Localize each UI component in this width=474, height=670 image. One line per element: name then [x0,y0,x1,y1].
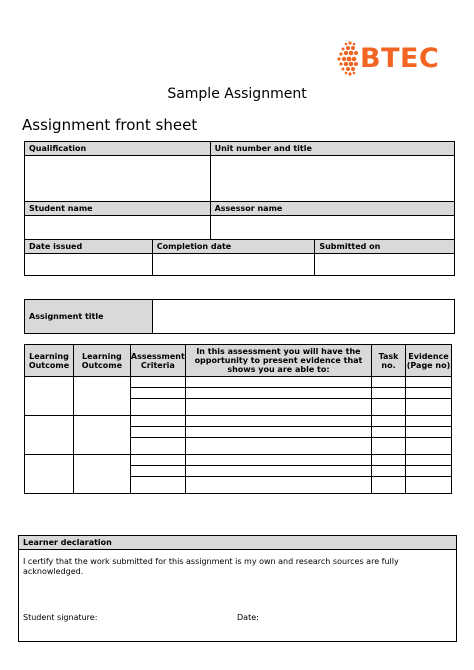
assignment-info-table [24,141,455,276]
table-cell[interactable] [372,477,406,494]
submitted-on-label: Submitted on [315,240,455,254]
table-cell[interactable] [130,427,185,438]
table-cell[interactable] [185,427,371,438]
table-cell[interactable] [130,377,185,388]
qualification-field[interactable] [25,156,211,202]
declaration-date-label[interactable]: Date: [237,613,259,622]
header-evidence-page: Evidence (Page no) [406,345,452,377]
header-learning-outcome-1: Learning Outcome [25,345,74,377]
table-cell[interactable] [130,399,185,416]
declaration-heading: Learner declaration [19,536,457,550]
table-cell[interactable] [185,377,371,388]
learning-outcome-cell[interactable] [73,455,130,494]
unit-field[interactable] [210,156,454,202]
learning-outcome-cell[interactable] [73,377,130,416]
table-cell[interactable] [372,427,406,438]
assignment-title-field[interactable] [153,300,455,334]
table-cell[interactable] [185,416,371,427]
table-cell[interactable] [372,455,406,466]
header-evidence-description: In this assessment you will have the opportunity to present evidence that shows you are able to: [185,345,371,377]
table-cell[interactable] [406,466,452,477]
table-cell[interactable] [406,416,452,427]
table-cell[interactable] [406,477,452,494]
date-issued-field[interactable] [25,254,153,276]
table-cell[interactable] [372,438,406,455]
btec-logo [336,40,454,78]
table-cell[interactable] [406,438,452,455]
table-cell[interactable] [406,388,452,399]
assessment-criteria-table [24,344,452,494]
table-cell[interactable] [406,455,452,466]
table-cell[interactable] [130,455,185,466]
learning-outcome-cell[interactable] [73,416,130,455]
table-cell[interactable] [185,388,371,399]
completion-date-field[interactable] [152,254,315,276]
table-cell[interactable] [372,388,406,399]
header-assessment-criteria: Assessment Criteria [130,345,185,377]
table-cell[interactable] [372,399,406,416]
table-cell[interactable] [185,455,371,466]
table-cell[interactable] [406,377,452,388]
assessor-name-label: Assessor name [210,202,454,216]
table-cell[interactable] [406,427,452,438]
table-cell[interactable] [185,438,371,455]
front-sheet-heading: Assignment front sheet [22,116,198,134]
declaration-text: I certify that the work submitted for this assignment is my own and research sources are fully acknowledged. [23,557,399,576]
learning-outcome-cell[interactable] [25,455,74,494]
assessor-name-field[interactable] [210,216,454,240]
date-issued-label: Date issued [25,240,153,254]
document-title: Sample Assignment [167,86,307,102]
header-learning-outcome-2: Learning Outcome [73,345,130,377]
completion-date-label: Completion date [152,240,315,254]
table-cell[interactable] [185,466,371,477]
dotted-orange-sphere-icon [336,40,358,78]
learner-declaration-table [18,535,457,642]
student-name-field[interactable] [25,216,211,240]
table-cell[interactable] [130,477,185,494]
assignment-title-label: Assignment title [25,300,153,334]
table-cell[interactable] [406,399,452,416]
table-cell[interactable] [130,416,185,427]
submitted-on-field[interactable] [315,254,455,276]
logo-text: BTEC [360,43,440,74]
qualification-label: Qualification [25,142,211,156]
student-signature-label[interactable]: Student signature: [23,613,98,622]
table-cell[interactable] [130,466,185,477]
declaration-body [19,550,457,642]
table-cell[interactable] [130,388,185,399]
table-cell[interactable] [372,466,406,477]
assignment-title-table [24,299,455,334]
learning-outcome-cell[interactable] [25,377,74,416]
table-cell[interactable] [372,377,406,388]
unit-label: Unit number and title [210,142,454,156]
learning-outcome-cell[interactable] [25,416,74,455]
table-cell[interactable] [185,399,371,416]
student-name-label: Student name [25,202,211,216]
header-task-no: Task no. [372,345,406,377]
table-cell[interactable] [185,477,371,494]
table-cell[interactable] [130,438,185,455]
table-cell[interactable] [372,416,406,427]
